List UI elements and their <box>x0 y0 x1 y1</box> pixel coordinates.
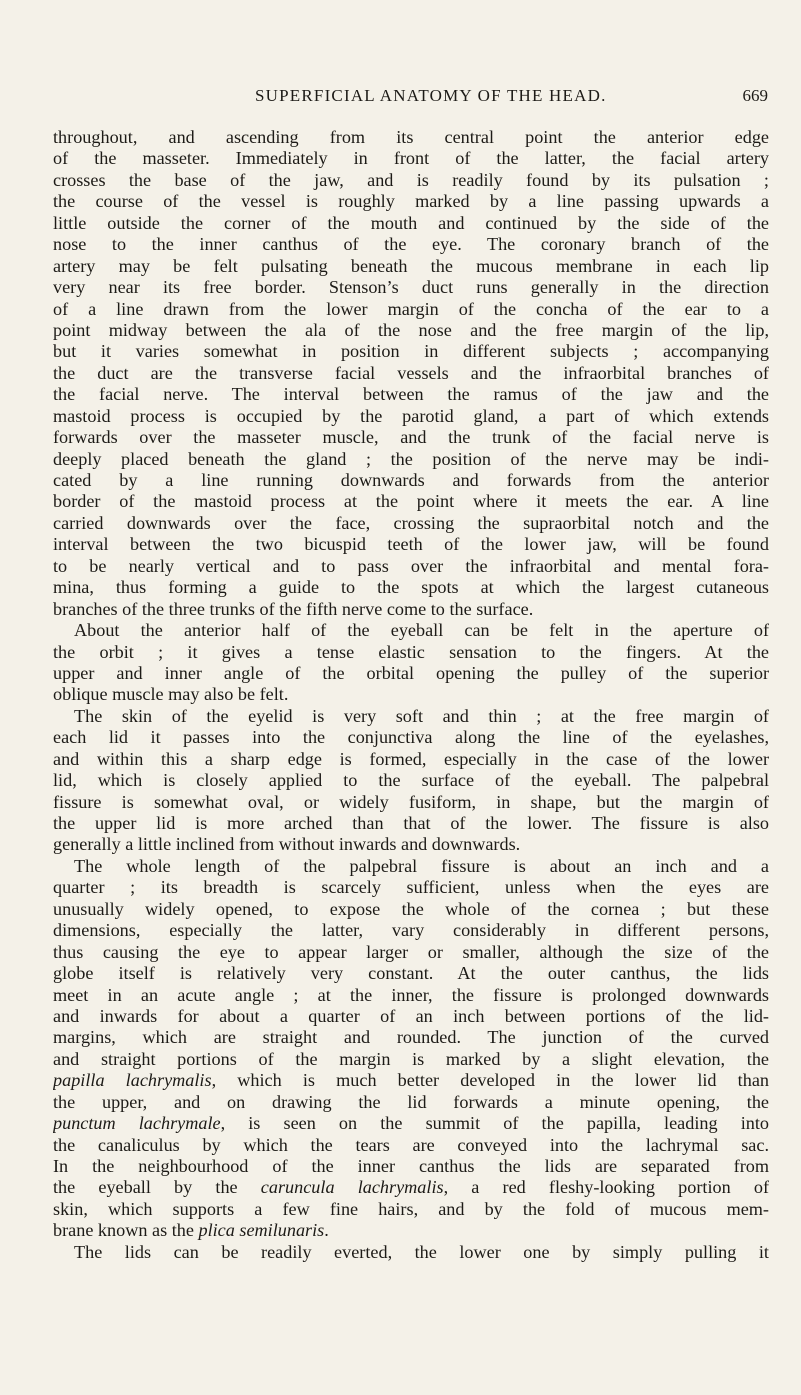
text-line: skin, which supports a few fine hairs, and by the fold of mucous mem- <box>53 1198 769 1219</box>
italic-term: punctum lachrymale <box>53 1113 221 1134</box>
text-line: and within this a sharp edge is formed, especially in the case of the lower <box>53 748 769 769</box>
text-line: but it varies somewhat in position in different subjects ; accompanying <box>53 341 769 362</box>
italic-term: caruncula lachrymalis <box>260 1177 444 1198</box>
text-line: dimensions, especially the latter, vary considerably in different persons, <box>53 920 769 941</box>
running-head <box>0 86 801 110</box>
text-line: and straight portions of the margin is marked by a slight elevation, the <box>53 1048 769 1069</box>
text-line: mina, thus forming a guide to the spots at which the largest cutaneous <box>53 577 769 598</box>
text-line: papilla lachrymalis, which is much better developed in the lower lid than <box>53 1070 769 1091</box>
text-line: each lid it passes into the conjunctiva along the line of the eyelashes, <box>53 727 769 748</box>
text-line: lid, which is closely applied to the surface of the eyeball. The palpebral <box>53 770 769 791</box>
text-line: In the neighbourhood of the inner canthus the lids are separated from <box>53 1156 769 1176</box>
text-line: quarter ; its breadth is scarcely sufficient, unless when the eyes are <box>53 877 769 898</box>
text-line: carried downwards over the face, crossing the supraorbital notch and the <box>53 512 769 533</box>
text-line: unusually widely opened, to expose the whole of the cornea ; but these <box>53 898 769 919</box>
text-line: point midway between the ala of the nose and the free margin of the lip, <box>53 319 769 340</box>
text-line: the eyeball by the caruncula lachrymalis, a red fleshy-looking portion of <box>53 1177 769 1198</box>
text-line: punctum lachrymale, is seen on the summit of the papilla, leading into <box>53 1113 769 1134</box>
text-line: border of the mastoid process at the point where it meets the ear. A line <box>53 491 769 512</box>
text-line: fissure is somewhat oval, or widely fusiform, in shape, but the margin of <box>53 791 769 812</box>
text-line: forwards over the masseter muscle, and the trunk of the facial nerve is <box>53 427 769 448</box>
text-line: nose to the inner canthus of the eye. The coronary branch of the <box>53 234 769 255</box>
text-line: branches of the three trunks of the fifth nerve come to the surface. <box>53 598 534 619</box>
text-line: the facial nerve. The interval between the ramus of the jaw and the <box>53 384 769 405</box>
body-text <box>53 127 769 1263</box>
text-line: and inwards for about a quarter of an inch between portions of the lid- <box>53 1005 769 1026</box>
text-line: The skin of the eyelid is very soft and thin ; at the free margin of <box>74 705 769 726</box>
text-line: thus causing the eye to appear larger or smaller, although the size of the <box>53 941 769 962</box>
text-line: The lids can be readily everted, the lower one by simply pulling it <box>74 1241 769 1262</box>
text-line: of the masseter. Immediately in front of the latter, the facial artery <box>53 148 769 169</box>
text-line: margins, which are straight and rounded. The junction of the curved <box>53 1027 769 1048</box>
text-line: the course of the vessel is roughly marked by a line passing upwards a <box>53 191 769 212</box>
text-line: globe itself is relatively very constant. At the outer canthus, the lids <box>53 963 769 984</box>
text-line: crosses the base of the jaw, and is readily found by its pulsation ; <box>53 169 769 190</box>
text-line: upper and inner angle of the orbital opening the pulley of the superior <box>53 662 769 683</box>
text-line: mastoid process is occupied by the parotid gland, a part of which extends <box>53 405 769 426</box>
text-line: the orbit ; it gives a tense elastic sensation to the fingers. At the <box>53 641 769 662</box>
text-line: cated by a line running downwards and forwards from the anterior <box>53 470 769 490</box>
text-line: generally a little inclined from without inwards and downwards. <box>53 834 521 855</box>
text-line: very near its free border. Stenson’s duct runs generally in the direction <box>53 277 769 298</box>
text-line: interval between the two bicuspid teeth of the lower jaw, will be found <box>53 534 769 555</box>
text-line: throughout, and ascending from its central point the anterior edge <box>53 127 769 147</box>
text-line: deeply placed beneath the gland ; the position of the nerve may be indi- <box>53 448 769 469</box>
italic-term: papilla lachrymalis <box>53 1070 212 1091</box>
text-line: About the anterior half of the eyeball can be felt in the aperture of <box>74 620 769 641</box>
text-line: the canaliculus by which the tears are conveyed into the lachrymal sac. <box>53 1134 769 1155</box>
text-line: oblique muscle may also be felt. <box>53 684 289 705</box>
text-line: The whole length of the palpebral fissure is about an inch and a <box>74 855 769 876</box>
text-line: to be nearly vertical and to pass over the infraorbital and mental fora- <box>53 555 769 576</box>
text-line: little outside the corner of the mouth and continued by the side of the <box>53 212 769 233</box>
text-line: of a line drawn from the lower margin of the concha of the ear to a <box>53 298 769 319</box>
text-line: the upper lid is more arched than that of the lower. The fissure is also <box>53 813 769 833</box>
italic-term: plica semilunaris <box>198 1220 325 1241</box>
text-line: artery may be felt pulsating beneath the mucous membrane in each lip <box>53 255 769 276</box>
text-line: the upper, and on drawing the lid forwards a minute opening, the <box>53 1091 769 1112</box>
text-line: brane known as the plica semilunaris. <box>53 1220 329 1241</box>
page-number: 669 <box>742 86 768 105</box>
text-line: meet in an acute angle ; at the inner, the fissure is prolonged downwards <box>53 984 769 1005</box>
text-line: the duct are the transverse facial vessels and the infraorbital branches of <box>53 362 769 383</box>
running-title: SUPERFICIAL ANATOMY OF THE HEAD. <box>255 86 607 105</box>
